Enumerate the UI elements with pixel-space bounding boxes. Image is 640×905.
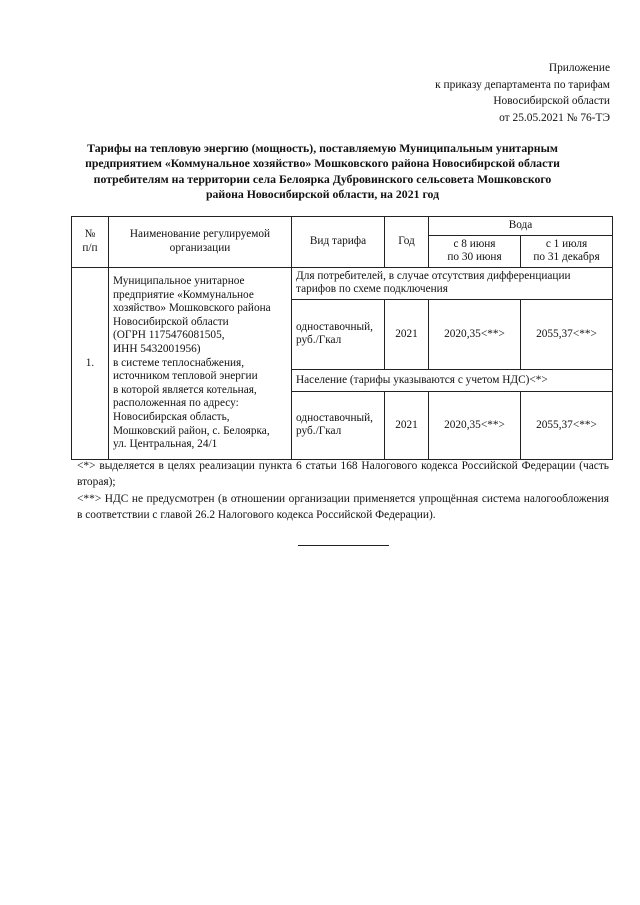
- header-cell-tariff-type: Вид тарифа: [292, 217, 385, 268]
- tariff-type-line: руб./Гкал: [296, 425, 342, 438]
- tariff-type-line: одноставочный,: [296, 411, 373, 424]
- organization-line: расположенная по адресу:: [113, 397, 239, 410]
- footnotes-block: [77, 458, 609, 524]
- tariff-value-cell: 2055,37<**>: [521, 299, 613, 369]
- organization-line: в системе теплоснабжения,: [113, 356, 245, 369]
- tariff-type-cell: [292, 391, 385, 459]
- tariff-type-line: руб./Гкал: [296, 334, 342, 347]
- group-note-population: Население (тарифы указываются с учетом НДС)<*>: [292, 369, 613, 391]
- appendix-line: от 25.05.2021 № 76-ТЭ: [499, 111, 610, 124]
- tariff-table: [71, 216, 613, 460]
- closing-rule: [298, 545, 389, 546]
- appendix-line: к приказу департамента по тарифам: [435, 78, 610, 91]
- organization-line: хозяйство» Мошковского района: [113, 302, 271, 315]
- organization-line: Муниципальное унитарное: [113, 275, 245, 288]
- header-cell-year: Год: [385, 217, 429, 268]
- header-number-line: п/п: [82, 241, 98, 254]
- group-note-consumers: Для потребителей, в случае отсутствия дифференциации тарифов по схеме подключения: [292, 267, 613, 299]
- header-cell-number: [72, 217, 109, 268]
- header-cell-period-1: [429, 235, 521, 267]
- header-period-line: с 1 июля: [545, 237, 588, 250]
- organization-line: предприятие «Коммунальное: [113, 288, 254, 301]
- table-header-row: [72, 217, 613, 236]
- tariff-type-cell: [292, 299, 385, 369]
- tariff-value-cell: 2020,35<**>: [429, 391, 521, 459]
- header-period-line: по 30 июня: [447, 251, 502, 264]
- organization-line: Мошковский район, с. Белоярка,: [113, 424, 270, 437]
- document-title: Тарифы на тепловую энергию (мощность), поставляемую Муниципальным унитарным предприятием «Коммунальное хозяйство» Мошковского района Новосибирской области потребителям на территории села Белоярка Дубровинского сельсовета Мошковского района Новосибирской области, на 2021 год: [85, 141, 560, 202]
- row-number-cell: 1.: [72, 267, 109, 459]
- header-period-line: по 31 декабря: [533, 251, 600, 264]
- footnote-vat-allocation: <*> выделяется в целях реализации пункта 6 статьи 168 Налогового кодекса Российской Федерации (часть вторая);: [77, 460, 609, 489]
- header-period-line: с 8 июня: [453, 237, 496, 250]
- organization-line: (ОГРН 1175476081505,: [113, 329, 225, 342]
- header-cell-period-2: [521, 235, 613, 267]
- organization-line: Новосибирская область,: [113, 410, 230, 423]
- organization-cell: [109, 267, 292, 459]
- tariff-type-line: одноставочный,: [296, 320, 373, 333]
- appendix-line: Новосибирской области: [493, 95, 610, 107]
- header-number-line: №: [84, 228, 96, 241]
- header-cell-water: Вода: [429, 217, 613, 236]
- organization-line: ИНН 5432001956): [113, 342, 201, 355]
- year-cell: 2021: [385, 299, 429, 369]
- appendix-block: [435, 60, 610, 126]
- organization-line: Новосибирской области: [113, 315, 229, 328]
- appendix-line: Приложение: [548, 62, 610, 74]
- organization-line: источником тепловой энергии: [113, 370, 258, 383]
- footnote-no-vat: <**> НДС не предусмотрен (в отношении организации применяется упрощённая система налогообложения в соответствии с главой 26.2 Налогового кодекса Российской Федерации).: [77, 492, 609, 522]
- tariff-value-cell: 2055,37<**>: [521, 391, 613, 459]
- tariff-value-cell: 2020,35<**>: [429, 299, 521, 369]
- organization-line: ул. Центральная, 24/1: [113, 438, 218, 451]
- header-cell-organization: Наименование регулируемой организации: [109, 217, 292, 268]
- year-cell: 2021: [385, 391, 429, 459]
- table-row: [72, 267, 613, 299]
- organization-line: в которой является котельная,: [113, 383, 257, 396]
